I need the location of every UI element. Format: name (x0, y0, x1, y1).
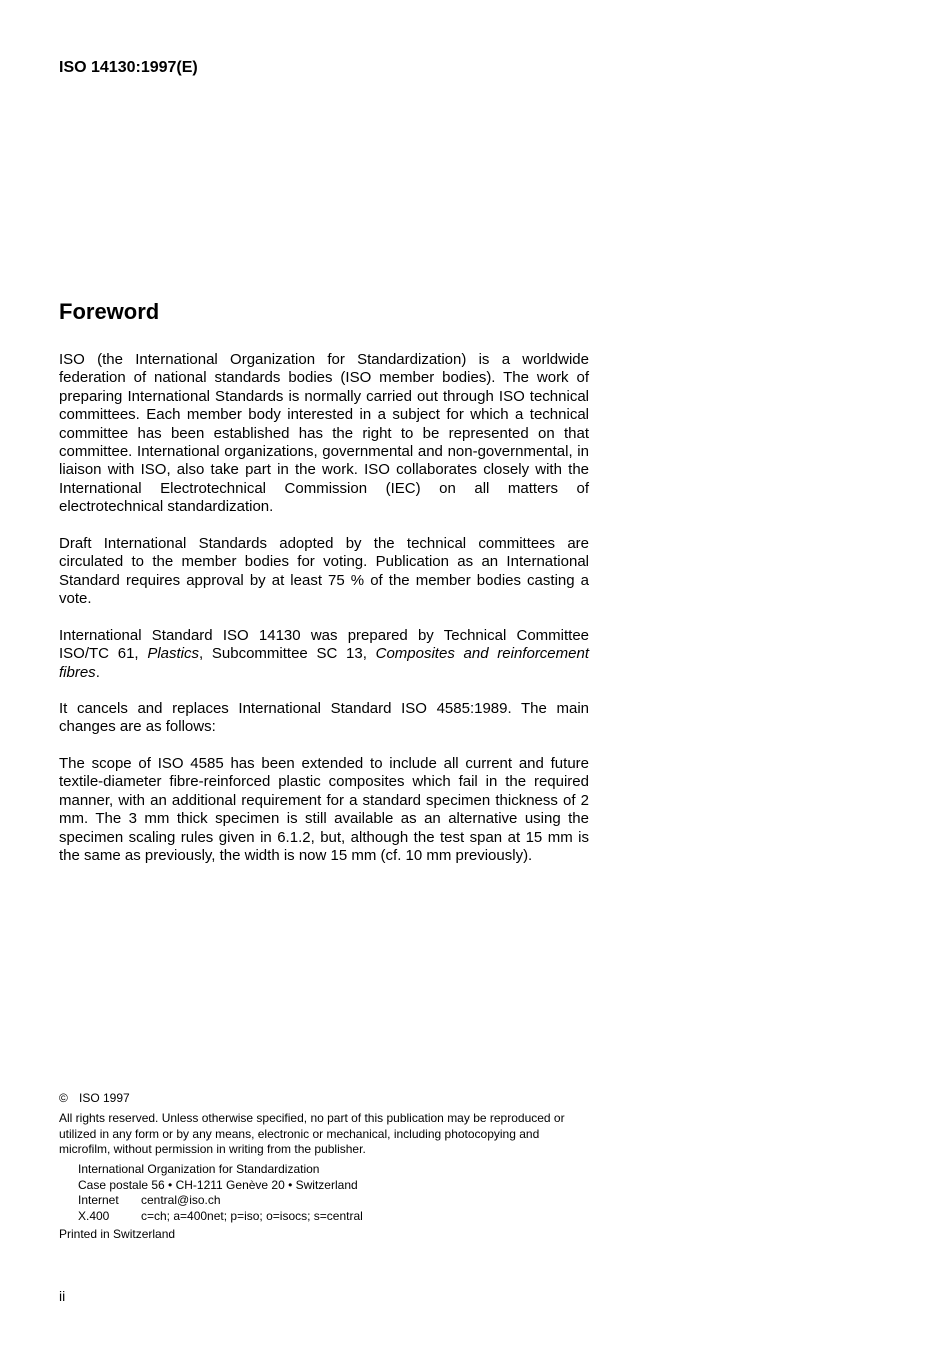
copyright-line (59, 1091, 130, 1107)
internet-label: Internet (78, 1193, 119, 1207)
x400-row (78, 1209, 363, 1225)
page-number: ii (59, 1288, 66, 1304)
printed-in-line: Printed in Switzerland (59, 1227, 176, 1241)
document-code: ISO 14130:1997(E) (59, 59, 198, 76)
p3-text-c: , Subcommittee SC 13, (199, 645, 376, 663)
copyright-symbol: © (59, 1091, 68, 1105)
foreword-paragraph-4: It cancels and replaces International Standard ISO 4585:1989. The main changes are as follows: (59, 700, 589, 736)
organization-address-block (78, 1162, 363, 1224)
copyright-text: ISO 1997 (79, 1091, 130, 1105)
foreword-paragraph-1: ISO (the International Organization for Standardization) is a worldwide federation of national standards bodies (ISO member bodies). The work of preparing International Standards is normally carried out through ISO technical committees. Each member body interested in a subject for which a technical committee has been established has the right to be represented on that committee. International organizations, governmental and non-governmental, in liaison with ISO, also take part in the work. ISO collaborates closely with the International Electrotechnical Commission (IEC) on all matters of electrotechnical standardization. (59, 351, 589, 516)
internet-value: central@iso.ch (141, 1193, 221, 1207)
rights-notice: All rights reserved. Unless otherwise specified, no part of this publication may be reproduced or utilized in any form or by any means, electronic or mechanical, including photocopying and microfilm, without permission in writing from the publisher. (59, 1111, 565, 1156)
internet-row (78, 1193, 363, 1209)
p3-subcommittee-name: Composites and reinforcement fibres (59, 645, 589, 681)
foreword-paragraph-2: Draft International Standards adopted by the technical committees are circulated to the member bodies for voting. Publication as an International Standard requires approval by at least 75 % of the member bodies casting a vote. (59, 535, 589, 608)
foreword-heading: Foreword (59, 299, 160, 324)
foreword-paragraph-3 (59, 627, 589, 682)
x400-label: X.400 (78, 1208, 110, 1223)
x400-value: c=ch; a=400net; p=iso; o=isocs; s=central (141, 1208, 363, 1223)
org-name: International Organization for Standardization (78, 1162, 320, 1176)
foreword-paragraph-5: The scope of ISO 4585 has been extended to include all current and future textile-diameter fibre-reinforced plastic composites which fail in the required manner, with an additional requirement for a standard specimen thickness of 2 mm. The 3 mm thick specimen is still available as an alternative using the specimen scaling rules given in 6.1.2, but, although the test span at 15 mm is the same as previously, the width is now 15 mm (cf. 10 mm previously). (59, 755, 589, 865)
org-address: Case postale 56 • CH-1211 Genève 20 • Switzerland (78, 1177, 358, 1192)
p3-committee-name: Plastics (147, 645, 199, 663)
p3-text-a: International Standard ISO 14130 was prepared by Technical Committee ISO/TC 61, (59, 627, 589, 663)
p3-text-e: . (95, 663, 100, 681)
